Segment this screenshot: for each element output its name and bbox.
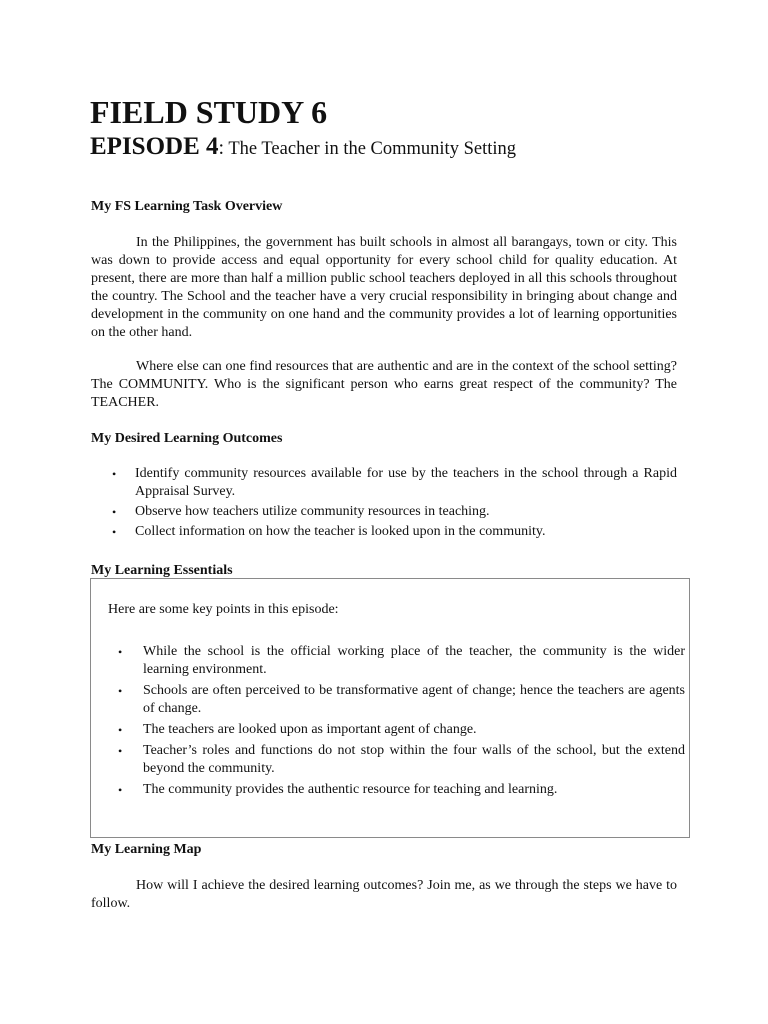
list-item-text: Teacher’s roles and functions do not stop within the four walls of the school, but the extend beyond the community.	[143, 743, 685, 776]
episode-heading	[90, 132, 516, 165]
bullet-icon: •	[118, 684, 123, 698]
desired-outcomes-heading: My Desired Learning Outcomes	[91, 431, 283, 446]
bullet-icon: •	[112, 525, 117, 539]
list-item	[118, 682, 685, 718]
learning-essentials-list	[118, 643, 685, 802]
task-overview-heading: My FS Learning Task Overview	[91, 199, 283, 214]
list-item-text: Observe how teachers utilize community resources in teaching.	[135, 504, 490, 519]
bullet-icon: •	[118, 645, 123, 659]
list-item-text: The community provides the authentic resource for teaching and learning.	[143, 782, 558, 797]
list-item	[112, 503, 677, 521]
desired-outcomes-list	[112, 465, 677, 543]
learning-essentials-heading: My Learning Essentials	[91, 563, 233, 578]
list-item	[118, 721, 685, 739]
list-item	[112, 523, 677, 541]
episode-subtitle: The Teacher in the Community Setting	[224, 139, 516, 159]
learning-essentials-box	[90, 578, 690, 838]
bullet-icon: •	[118, 744, 123, 758]
episode-separator: :	[218, 137, 225, 159]
learning-essentials-intro: Here are some key points in this episode:	[108, 602, 339, 617]
bullet-icon: •	[112, 505, 117, 519]
list-item	[118, 742, 685, 778]
list-item-text: The teachers are looked upon as important agent of change.	[143, 722, 477, 737]
list-item	[118, 643, 685, 679]
learning-map-heading: My Learning Map	[91, 842, 202, 857]
list-item	[112, 465, 677, 501]
list-item-text: Identify community resources available for use by the teachers in the school through a Rapid Appraisal Survey.	[135, 466, 677, 499]
list-item	[118, 781, 685, 799]
list-item-text: Schools are often perceived to be transformative agent of change; hence the teachers are agents of change.	[143, 683, 685, 716]
task-overview-paragraph: Where else can one find resources that are authentic and are in the context of the school setting? The COMMUNITY. Who is the significant person who earns great respect of the community? The TEACHER.	[91, 359, 677, 410]
document-title: FIELD STUDY 6	[90, 94, 328, 130]
episode-label: EPISODE 4	[90, 133, 219, 160]
list-item-text: While the school is the official working place of the teacher, the community is the wider learning environment.	[143, 644, 685, 677]
bullet-icon: •	[118, 783, 123, 797]
learning-map-paragraph: How will I achieve the desired learning outcomes? Join me, as we through the steps we have to follow.	[91, 878, 677, 911]
list-item-text: Collect information on how the teacher is looked upon in the community.	[135, 524, 546, 539]
bullet-icon: •	[112, 467, 117, 481]
task-overview-paragraph: In the Philippines, the government has built schools in almost all barangays, town or city. This was down to provide access and equal opportunity for every school child for quality education. At present, there are more than half a million public school teachers deployed in all this schools throughout the country. The School and the teacher have a very crucial responsibility in bringing about change and development in the community on one hand and the community provides a lot of learning opportunities on the other hand.	[91, 235, 677, 340]
bullet-icon: •	[118, 723, 123, 737]
